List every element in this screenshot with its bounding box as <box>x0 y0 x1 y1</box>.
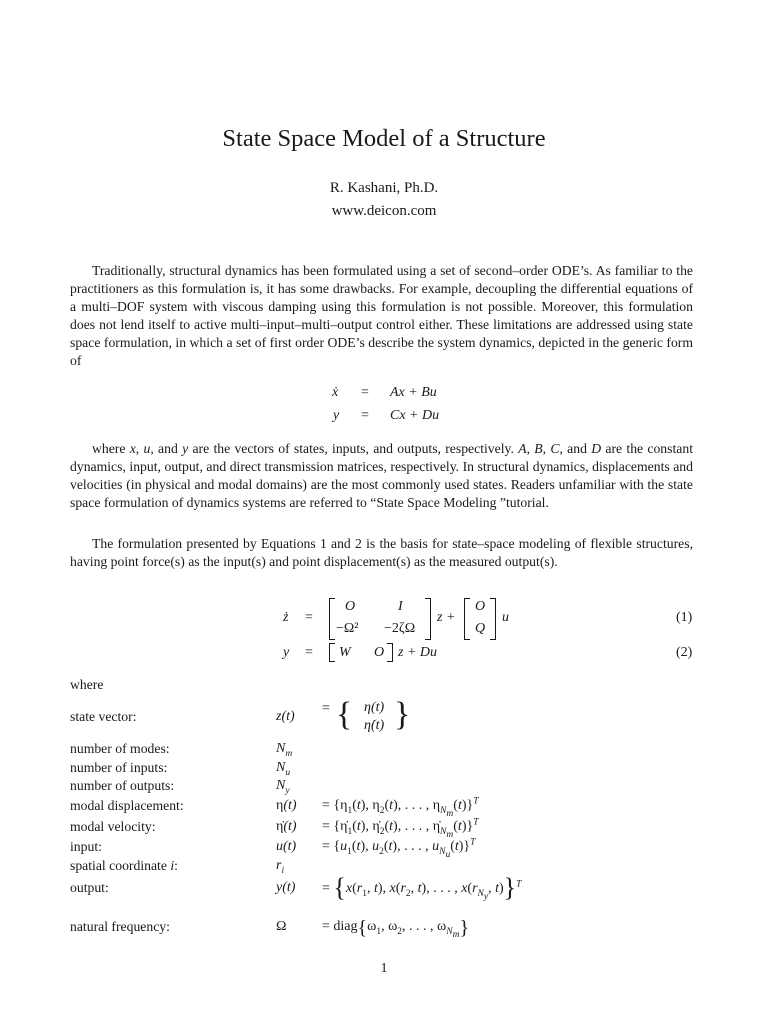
def-label-modes: number of modes: <box>70 741 170 756</box>
generic-eq-rhs1: Ax + Bu <box>390 385 437 400</box>
eq2-matrix-m2: O <box>374 645 385 660</box>
def-value-natural-frequency: = $diag\{\omega_1$, $\omega_2$, . . . , $\omega_{N_m}$} <box>322 917 470 940</box>
author-website: www.deicon.com <box>331 203 437 219</box>
def-symbol-output: y(t) <box>276 880 296 895</box>
def-label-modal-displacement: modal displacement: <box>70 798 184 813</box>
eq1-matrix-left-bracket <box>329 598 335 640</box>
def-symbol-state-vector: z(t) <box>276 709 295 724</box>
formulation-paragraph: The formulation presented by Equations 1 and 2 is the basis for state–space modeling of flexible structures, having point force(s) as the input(s) and point displacement(s) as the measured output(s). <box>70 536 693 569</box>
page-number: 1 <box>380 961 388 976</box>
def-value-state-vector: = { η(t) η̇(t) } <box>322 696 411 733</box>
eq1-vector-right-bracket <box>490 598 496 640</box>
eq1-vector-v2: Q <box>475 621 486 636</box>
eq1-middle: z + <box>437 610 456 625</box>
def-value-input: = {$u_1(t)$, $u_2(t)$, . . . , $u_{N_u}(t)\}^T$ <box>322 837 476 860</box>
def-label-output: output: <box>70 880 109 895</box>
eq1-number: (1) <box>676 610 693 625</box>
eq2-lhs: y <box>283 645 290 660</box>
generic-eq-lhs1: ẋ <box>332 385 339 400</box>
eq2-equals: = <box>305 645 313 660</box>
eq1-matrix-m11: O <box>345 599 356 614</box>
def-label-spatial-coordinate: spatial coordinate i: <box>70 858 178 873</box>
eq1-lhs: ż <box>283 610 289 625</box>
def-label-natural-frequency: natural frequency: <box>70 919 170 934</box>
generic-eq-equals1: = <box>361 385 369 400</box>
def-label-outputs: number of outputs: <box>70 778 175 793</box>
eq1-matrix-right-bracket <box>425 598 431 640</box>
def-symbol-modal-displacement: η(t) <box>276 798 297 813</box>
def-value-output: = {$x(r_1$, t), $x(r_2$, t), . . . , $x(r_{N_y}$, t)}$^T$ <box>322 873 522 902</box>
def-symbol-modes: $N_m$ <box>276 741 293 759</box>
eq1-end: u <box>502 610 509 625</box>
eq2-rest: z + Du <box>398 645 438 660</box>
def-symbol-outputs: $N_y$ <box>276 778 290 796</box>
def-symbol-natural-frequency: Ω <box>276 919 287 934</box>
eq1-matrix-m22: −2ζΩ <box>384 621 416 636</box>
eq2-matrix-m1: W <box>339 645 351 660</box>
document-title: State Space Model of a Structure <box>222 125 546 152</box>
def-symbol-input: u(t) <box>276 839 297 854</box>
eq2-matrix-right-bracket <box>387 643 393 662</box>
def-symbol-spatial-coordinate: $r_i$ <box>276 858 285 876</box>
eq1-vector-left-bracket <box>464 598 470 640</box>
generic-eq-equals2: = <box>361 408 369 423</box>
def-symbol-inputs: $N_u$ <box>276 760 291 778</box>
generic-eq-lhs2: y <box>333 408 340 423</box>
def-symbol-modal-velocity: η̇(t) <box>276 819 297 834</box>
eq1-matrix-m12: I <box>398 599 403 614</box>
def-label-inputs: number of inputs: <box>70 760 168 775</box>
eq1-matrix-m21: −Ω² <box>336 621 359 636</box>
intro-paragraph: Traditionally, structural dynamics has been formulated using a set of second–order ODE’s. As familiar to the practitioners as this formulation is, it has some drawbacks. For example, decoupling the differential equations of a multi–DOF system with viscous damping using this formulation is not possible. Moreover, this formulation does not lend itself to active multi–input–multi–output control either. These limitations are addressed using state space formulation, in which a set of first order ODE’s describe the system dynamics, depicted in the generic form of <box>70 263 693 368</box>
right-brace-icon: } <box>394 696 411 733</box>
def-value-modal-velocity: = {$\etȧ_1(t)$, $\etȧ_2(t)$, . . . , $\etȧ_{N_m}(t)\}^T$ <box>322 817 479 840</box>
def-label-modal-velocity: modal velocity: <box>70 819 156 834</box>
def-label-state-vector: state vector: <box>70 709 137 724</box>
generic-eq-rhs2: Cx + Du <box>390 408 440 423</box>
def-label-input: input: <box>70 839 102 854</box>
left-brace-icon: { <box>336 696 353 733</box>
eq1-vector-v1: O <box>475 599 486 614</box>
eq2-number: (2) <box>676 645 693 660</box>
def-value-modal-displacement: = {$\eta_1(t)$, $\eta_2(t)$, . . . , $\eta_{N_m}(t)\}^T$ <box>322 796 479 819</box>
states-paragraph: where x, u, and y are the vectors of states, inputs, and outputs, respectively. A, B, C, and D are the constant dynamics, input, output, and direct transmission matrices, respectively. In structural dynamics, displacements and velocities (in physical and modal domains) are the most commonly used states. Readers unfamiliar with the state space formulation of dynamics systems are referred to “State Space Modeling ”tutorial. <box>70 441 694 510</box>
eq1-equals: = <box>305 610 313 625</box>
author-name: R. Kashani, Ph.D. <box>329 180 439 196</box>
where-label: where <box>70 677 104 692</box>
eq2-matrix-left-bracket <box>329 643 335 662</box>
